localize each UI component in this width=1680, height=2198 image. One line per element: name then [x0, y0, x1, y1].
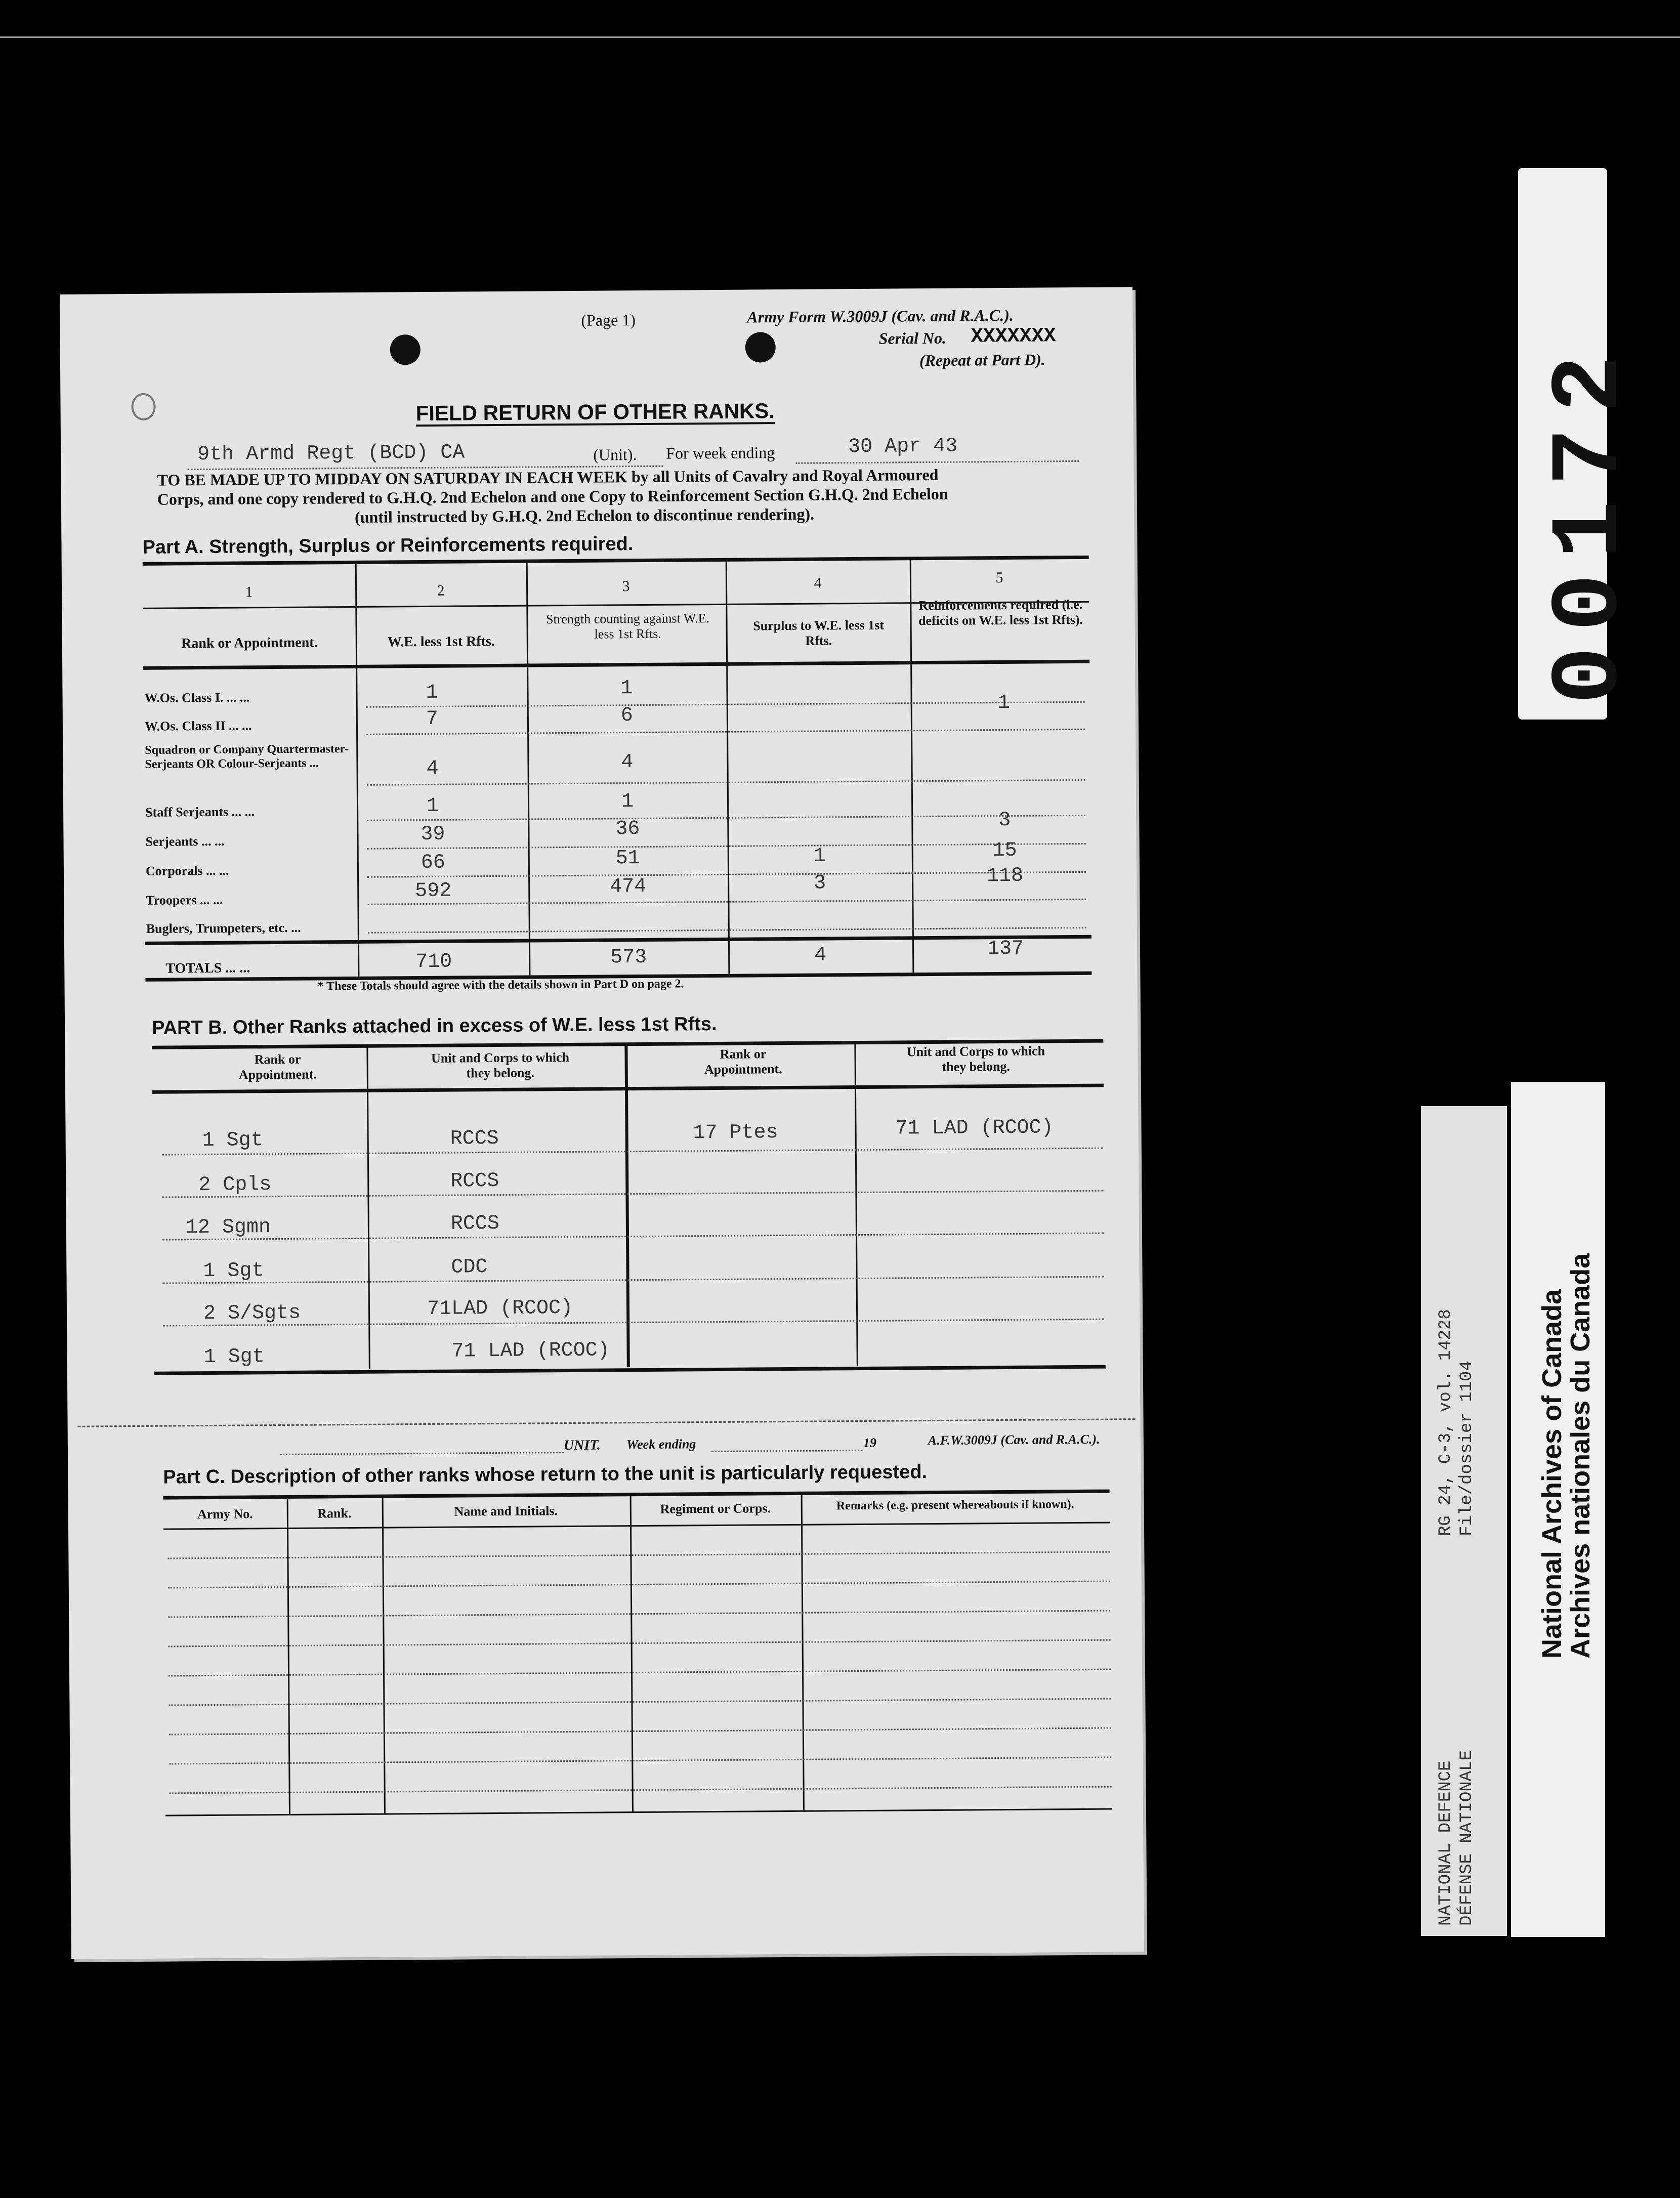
punch-hole-right: [745, 332, 776, 362]
part-c-header-rank: Rank.: [317, 1506, 352, 1521]
slip-year-label: 19: [863, 1435, 876, 1450]
part-b-right-rank-value: 17 Ptes: [693, 1121, 778, 1145]
archive-reference-line-1: RG 24, C-3, vol. 14228: [1436, 1309, 1455, 1536]
row-strength-value: 1: [620, 677, 633, 700]
form-title: Army Form W.3009J (Cav. and R.A.C.).: [747, 306, 1014, 326]
main-title: FIELD RETURN OF OTHER RANKS.: [415, 399, 775, 426]
part-c-header-regiment: Regiment or Corps.: [660, 1501, 771, 1516]
week-dotted-line: [795, 460, 1079, 464]
slip-unit-label: UNIT.: [563, 1437, 601, 1454]
row-rank-label: Corporals ... ...: [145, 863, 229, 878]
row-rank-label: W.Os. Class II ... ...: [144, 718, 252, 734]
totals-label: TOTALS ... ...: [165, 960, 250, 977]
header-surplus: Surplus to W.E. less 1st Rfts.: [753, 617, 885, 648]
header-reinforcements: Reinforcements required (i.e. deficits on W.E. less 1st Rfts).: [918, 597, 1083, 628]
row-rank-label: Serjeants ... ...: [145, 833, 225, 849]
row-reinforcements-value: 3: [998, 809, 1011, 832]
part-b-rank-value: 2 Cpls: [198, 1173, 272, 1197]
part-a-footnote: * These Totals should agree with the details shown in Part D on page 2.: [317, 977, 684, 993]
part-b-col-divider-2: [854, 1042, 858, 1366]
row-strength-value: 6: [620, 704, 633, 728]
part-b-rank-value: 12 Sgmn: [185, 1216, 271, 1240]
row-we-value: 39: [421, 823, 445, 847]
part-c-blank-row-rule: [168, 1581, 1110, 1589]
part-c-col-divider-2: [382, 1496, 386, 1814]
col-number-1: 1: [245, 583, 253, 601]
slip-form-label: A.F.W.3009J (Cav. and R.A.C.).: [928, 1431, 1100, 1448]
week-ending-label: For week ending: [666, 443, 775, 462]
part-b-dotted-rule: [163, 1276, 1104, 1284]
instructions-line-2: Corps, and one copy rendered to G.H.Q. 2nd Echelon and one Copy to Reinforcement Section G.H.Q. 2nd Echelon: [157, 484, 948, 509]
part-b-bottom-rule: [154, 1365, 1106, 1375]
punch-hole-left: [390, 334, 421, 365]
national-archives-french: Archives nationales du Canada: [1565, 1253, 1595, 1659]
serial-value: XXXXXXX: [971, 325, 1056, 349]
part-b-unit-value: RCCS: [450, 1169, 499, 1193]
slip-unit-dotted-line: [280, 1452, 564, 1455]
part-b-center-divider: [624, 1043, 629, 1367]
row-surplus-value: 1: [813, 844, 826, 868]
part-b-unit-value: 71 LAD (RCOC): [451, 1339, 610, 1363]
instructions-line-3: (until instructed by G.H.Q. 2nd Echelon to discontinue rendering).: [354, 504, 815, 526]
part-c-blank-row-rule: [169, 1727, 1111, 1736]
part-c-header-name: Name and Initials.: [454, 1503, 558, 1519]
part-c-blank-row-rule: [167, 1551, 1110, 1559]
part-c-header-army-no: Army No.: [197, 1506, 253, 1522]
row-dotted-rule: [367, 779, 1085, 786]
department-name-english: NATIONAL DEFENCE: [1436, 1760, 1455, 1926]
part-a-totals-rule: [145, 935, 1091, 945]
row-rank-label: Squadron or Company Quartermaster-Serjeants OR Colour-Serjeants ...: [145, 742, 349, 771]
row-reinforcements-value: 15: [992, 839, 1017, 863]
header-rank-or-appointment: Rank or Appointment.: [181, 635, 318, 652]
tear-off-line: [78, 1418, 1136, 1427]
row-rank-label: W.Os. Class I. ... ...: [144, 690, 250, 705]
part-c-blank-row-rule: [169, 1698, 1111, 1706]
row-rank-label: Staff Serjeants ... ...: [145, 804, 255, 820]
part-b-title: PART B. Other Ranks attached in excess of W.E. less 1st Rfts.: [151, 1013, 717, 1039]
row-reinforcements-value: 118: [986, 864, 1024, 888]
part-c-blank-row-rule: [170, 1786, 1112, 1794]
row-we-value: 1: [426, 794, 439, 818]
part-b-col-divider-1: [366, 1045, 370, 1369]
film-edge-line: [0, 36, 1680, 38]
part-b-rank-value: 2 S/Sgts: [203, 1301, 301, 1326]
part-c-col-divider-1: [287, 1496, 290, 1815]
part-a-title: Part A. Strength, Surplus or Reinforcements required.: [142, 533, 634, 558]
row-we-value: 66: [421, 851, 446, 875]
national-archives-label: [1511, 1082, 1605, 1937]
totals-strength-value: 573: [610, 946, 647, 969]
totals-reinforcements-value: 137: [987, 937, 1024, 961]
archive-reference-line-2: File/dossier 1104: [1457, 1361, 1477, 1536]
part-b-rank-value: 1 Sgt: [203, 1345, 265, 1369]
part-b-dotted-rule: [162, 1233, 1104, 1241]
row-strength-value: 51: [615, 847, 640, 870]
slip-week-label: Week ending: [626, 1436, 696, 1452]
part-b-dotted-rule: [162, 1190, 1103, 1198]
row-reinforcements-value: 1: [997, 691, 1010, 715]
part-b-unit-value: RCCS: [450, 1212, 500, 1236]
part-b-dotted-rule: [162, 1148, 1103, 1156]
part-c-bottom-rule: [165, 1808, 1112, 1816]
archive-reference-label: [1421, 1106, 1507, 1936]
frame-number-tape: [1518, 168, 1645, 720]
unit-value: 9th Armd Regt (BCD) CA: [197, 441, 465, 467]
part-b-header-rank-left: Rank or Appointment.: [238, 1051, 317, 1082]
row-we-value: 7: [426, 707, 439, 731]
part-c-title: Part C. Description of other ranks whose return to the unit is particularly requested.: [163, 1461, 928, 1488]
row-we-value: 1: [426, 681, 438, 704]
frame-number: 00172: [1536, 340, 1645, 704]
row-surplus-value: 3: [813, 872, 826, 895]
col-number-3: 3: [622, 578, 630, 595]
row-we-value: 4: [426, 757, 439, 780]
part-b-right-unit-value: 71 LAD (RCOC): [895, 1116, 1054, 1140]
part-c-header-rule: [163, 1522, 1110, 1530]
col-number-4: 4: [814, 574, 822, 591]
col-number-5: 5: [995, 569, 1003, 586]
week-ending-value: 30 Apr 43: [848, 435, 958, 459]
part-c-col-divider-4: [801, 1493, 805, 1811]
department-name-french: DÉFENSE NATIONALE: [1457, 1750, 1477, 1926]
totals-we-value: 710: [415, 950, 452, 974]
page-label: (Page 1): [581, 311, 636, 329]
row-strength-value: 36: [615, 818, 640, 841]
part-b-header-unit-right: Unit and Corps to which they belong.: [906, 1043, 1045, 1074]
part-c-blank-row-rule: [169, 1757, 1111, 1765]
part-a-col-divider-4: [910, 558, 914, 973]
part-b-unit-value: CDC: [451, 1256, 488, 1279]
row-dotted-rule: [368, 927, 1086, 934]
col-number-2: 2: [437, 582, 445, 599]
repeat-note: (Repeat at Part D).: [919, 350, 1045, 370]
row-rank-label: Troopers ... ...: [146, 892, 223, 908]
part-b-rank-value: 1 Sgt: [203, 1259, 264, 1283]
part-c-blank-row-rule: [168, 1610, 1110, 1618]
unit-label: (Unit).: [593, 445, 637, 464]
serial-label: Serial No.: [878, 328, 947, 348]
punch-hole-mark: [131, 393, 155, 420]
national-archives-english: National Archives of Canada: [1537, 1289, 1567, 1659]
part-b-header-unit-left: Unit and Corps to which they belong.: [431, 1050, 570, 1081]
part-a-header-rule: [143, 660, 1089, 670]
field-return-form-page: [60, 287, 1144, 1959]
row-rank-label: Buglers, Trumpeters, etc. ...: [146, 920, 301, 936]
part-c-blank-row-rule: [169, 1639, 1111, 1647]
row-strength-value: 4: [621, 751, 634, 774]
part-b-rank-value: 1 Sgt: [202, 1129, 263, 1153]
row-we-value: 592: [415, 879, 452, 903]
header-we-less-rfts: W.E. less 1st Rfts.: [387, 633, 495, 650]
header-strength: Strength counting against W.E. less 1st Rfts.: [545, 611, 710, 642]
totals-surplus-value: 4: [814, 944, 827, 967]
part-c-col-divider-3: [630, 1494, 634, 1812]
instructions-line-1: TO BE MADE UP TO MIDDAY ON SATURDAY IN EACH WEEK by all Units of Cavalry and Royal Armoured: [157, 465, 939, 489]
row-strength-value: 474: [610, 875, 647, 899]
part-c-blank-row-rule: [169, 1669, 1111, 1677]
part-b-dotted-rule: [163, 1319, 1104, 1327]
row-strength-value: 1: [621, 790, 634, 814]
part-b-unit-value: 71LAD (RCOC): [427, 1296, 573, 1321]
part-b-header-rank-right: Rank or Appointment.: [704, 1046, 782, 1077]
part-b-unit-value: RCCS: [450, 1127, 499, 1151]
part-c-header-remarks: Remarks (e.g. present whereabouts if known).: [836, 1498, 1074, 1513]
slip-week-dotted-line: [711, 1450, 863, 1452]
